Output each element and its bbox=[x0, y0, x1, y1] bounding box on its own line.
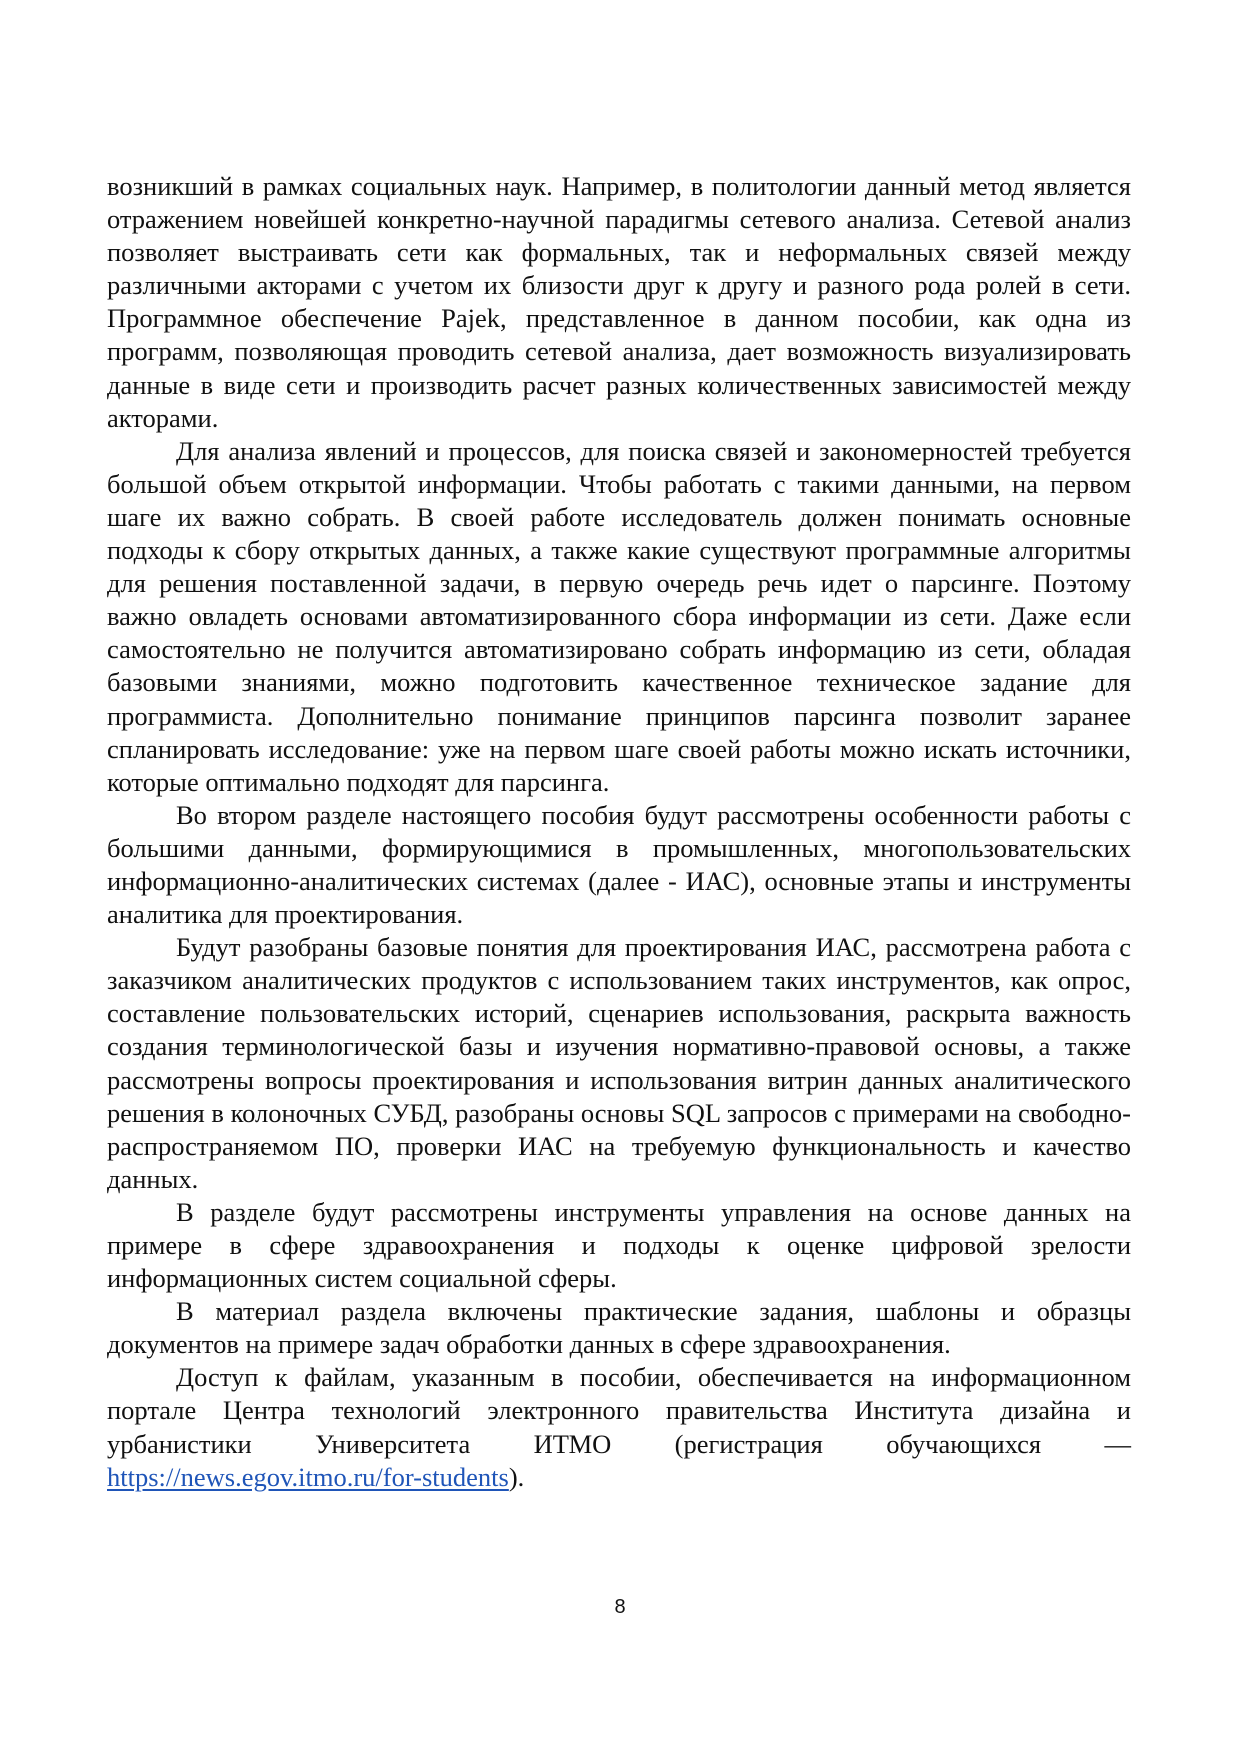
paragraph-5: В разделе будут рассмотрены инструменты управления на основе данных на примере в сфере здравоохранения и подходы к оценке цифровой зрелости информационных систем социальной сферы. bbox=[107, 1196, 1131, 1294]
paragraph-4: Будут разобраны базовые понятия для проектирования ИАС, рассмотрена работа с заказчиком аналитических продуктов с использованием таких инструментов, как опрос, составление пользовательских историй, сценариев использования, раскрыта важность создания терминологической базы и изучения нормативно-правовой основы, а также рассмотрены вопросы проектирования и использования витрин данных аналитического решения в колоночных СУБД, разобраны основы SQL запросов с примерами на свободно-распространяемом ПО, проверки ИАС на требуемую функциональность и качество данных. bbox=[107, 932, 1131, 1194]
paragraph-3: Во втором разделе настоящего пособия будут рассмотрены особенности работы с большими данными, формирующимися в промышленных, многопользовательских информационно-аналитических системах (далее - ИАС), основные этапы и инструменты аналитика для проектирования. bbox=[107, 799, 1131, 930]
page-number: 8 bbox=[614, 1596, 626, 1618]
paragraph-7 bbox=[107, 1361, 1131, 1493]
paragraph-2: Для анализа явлений и процессов, для поиска связей и закономерностей требуется большой объем открытой информации. Чтобы работать с такими данными, на первом шаге их важно собрать. В своей работе исследователь должен понимать основные подходы к сбору открытых данных, а также какие существуют программные алгоритмы для решения поставленной задачи, в первую очередь речь идет о парсинге. Поэтому важно овладеть основами автоматизированного сбора информации из сети. Даже если самостоятельно не получится автоматизировано собрать информацию из сети, обладая базовыми знаниями, можно подготовить качественное техническое задание для программиста. Дополнительно понимание принципов парсинга позволит заранее спланировать исследование: уже на первом шаге своей работы можно искать источники, которые оптимально подходят для парсинга. bbox=[107, 435, 1131, 797]
body-text bbox=[107, 170, 1131, 1494]
paragraph-1: возникший в рамках социальных наук. Например, в политологии данный метод является отражением новейшей конкретно-научной парадигмы сетевого анализа. Сетевой анализ позволяет выстраивать сети как формальных, так и неформальных связей между различными акторами с учетом их близости друг к другу и разного рода ролей в сети. Программное обеспечение Pajek, представленное в данном пособии, как одна из программ, позволяющая проводить сетевой анализа, дает возможность визуализировать данные в виде сети и производить расчет разных количественных зависимостей между акторами. bbox=[107, 171, 1131, 433]
paragraph-7-suffix: ). bbox=[508, 1461, 525, 1492]
paragraph-6: В материал раздела включены практические задания, шаблоны и образцы документов на примере задач обработки данных в сфере здравоохранения. bbox=[107, 1296, 1131, 1360]
paragraph-7-text: Доступ к файлам, указанным в пособии, обеспечивается на информационном портале Центра технологий электронного правительства Института дизайна и урбанистики Университета ИТМО (регистрация обучающихся — bbox=[107, 1362, 1131, 1459]
students-registration-link[interactable]: https://news.egov.itmo.ru/for-students bbox=[107, 1461, 509, 1492]
